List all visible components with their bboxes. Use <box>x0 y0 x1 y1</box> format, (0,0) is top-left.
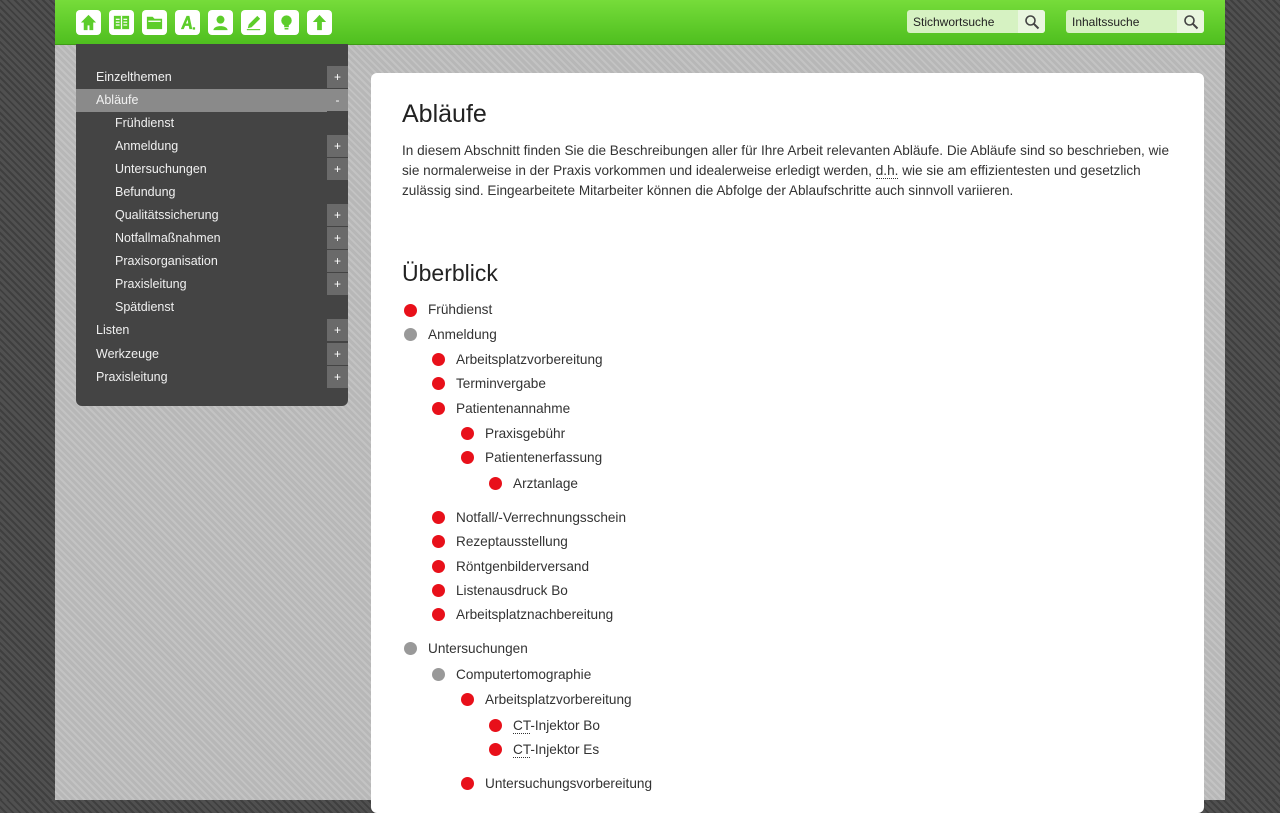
overview-link-notfallschein[interactable]: Notfall/-Verrechnungsschein <box>456 510 627 525</box>
top-toolbar <box>55 0 1225 45</box>
overview-link-listenausdruck[interactable]: Listenausdruck Bo <box>456 583 568 598</box>
lightbulb-icon[interactable] <box>274 10 299 35</box>
overview-link-ct-injektor-bo[interactable] <box>513 718 600 734</box>
expand-toggle[interactable]: + <box>327 204 348 226</box>
collapse-toggle[interactable]: - <box>327 89 348 111</box>
bullet-dot <box>404 304 417 317</box>
link-text: -Injektor Bo <box>530 718 600 733</box>
bullet-dot <box>432 535 445 548</box>
keyword-search-input[interactable] <box>907 10 1018 33</box>
sidebar-item-befundung[interactable]: Befundung <box>115 185 176 199</box>
overview-link-ct-arbeitsplatzvorbereitung[interactable]: Arbeitsplatzvorbereitung <box>485 692 632 707</box>
overview-link-untersuchungen[interactable]: Untersuchungen <box>428 641 528 656</box>
sidebar-item-spaetdienst[interactable]: Spätdienst <box>115 300 175 314</box>
sidebar-nav <box>76 44 348 406</box>
sidebar-item-listen[interactable]: Listen <box>96 323 130 337</box>
content-search-input[interactable] <box>1066 10 1177 33</box>
bullet-dot <box>432 584 445 597</box>
bullet-dot <box>489 743 502 756</box>
user-icon[interactable] <box>208 10 233 35</box>
overview-link-roentgenbilderversand[interactable]: Röntgenbilderversand <box>456 559 590 574</box>
sidebar-item-untersuchungen[interactable]: Untersuchungen <box>115 162 207 176</box>
expand-toggle[interactable]: + <box>327 66 348 88</box>
bullet-dot <box>461 427 474 440</box>
expand-toggle[interactable]: + <box>327 343 348 365</box>
overview-link-ct-injektor-es[interactable] <box>513 742 599 758</box>
overview-heading: Überblick <box>402 260 498 286</box>
bullet-dot <box>432 608 445 621</box>
overview-link-fruehdienst[interactable]: Frühdienst <box>428 302 493 317</box>
overview-link-arbeitsplatznachbereitung[interactable]: Arbeitsplatznachbereitung <box>456 607 614 622</box>
main-content <box>371 73 1204 813</box>
expand-toggle[interactable]: + <box>327 273 348 295</box>
intro-text: wie sie am effizientesten und gesetzlich zulässig sind. Eingearbeitete Mitarbeiter können die Abfolge der Ablaufschritte auch sinnvoll variieren. <box>402 163 1141 198</box>
bullet-dot <box>432 377 445 390</box>
font-icon[interactable] <box>175 10 200 35</box>
folder-icon[interactable] <box>142 10 167 35</box>
expand-toggle[interactable]: + <box>327 158 348 180</box>
expand-toggle[interactable]: + <box>327 319 348 341</box>
overview-link-terminvergabe[interactable]: Terminvergabe <box>456 376 546 391</box>
expand-toggle[interactable]: + <box>327 250 348 272</box>
overview-link-patientenerfassung[interactable]: Patientenerfassung <box>485 450 603 465</box>
bullet-dot <box>432 511 445 524</box>
intro-text: In diesem Abschnitt finden Sie die Beschreibungen aller für Ihre Arbeit relevanten Abläufe. Die Abläufe sind so beschrieben, wie sie normalerweise in der Praxis vorkommen und idealerweise erledigt werden, <box>402 143 1170 178</box>
bullet-dot <box>404 642 417 655</box>
bullet-dot <box>489 477 502 490</box>
page <box>55 0 1225 800</box>
bullet-dot <box>432 402 445 415</box>
expand-toggle[interactable]: + <box>327 135 348 157</box>
overview-link-arztanlage[interactable]: Arztanlage <box>513 476 578 491</box>
abbreviation: CT <box>513 718 531 733</box>
overview-link-untersuchungsvorbereitung[interactable]: Untersuchungsvorbereitung <box>485 776 653 791</box>
book-icon[interactable] <box>109 10 134 35</box>
sidebar-item-praxisleitung-sub[interactable]: Praxisleitung <box>115 277 187 291</box>
search-icon[interactable] <box>1177 10 1204 33</box>
intro-paragraph <box>402 141 1177 201</box>
bullet-dot <box>461 777 474 790</box>
overview-link-arbeitsplatzvorbereitung[interactable]: Arbeitsplatzvorbereitung <box>456 352 603 367</box>
sidebar-item-fruehdienst[interactable]: Frühdienst <box>115 116 175 130</box>
content-search <box>1066 10 1204 33</box>
sidebar-item-einzelthemen[interactable]: Einzelthemen <box>96 70 172 84</box>
abbreviation: d.h. <box>875 163 899 178</box>
sidebar-item-ablaeufe[interactable]: Abläufe <box>76 89 327 112</box>
overview-link-anmeldung[interactable]: Anmeldung <box>428 327 497 342</box>
overview-link-rezeptausstellung[interactable]: Rezeptausstellung <box>456 534 568 549</box>
sidebar-item-notfallmassnahmen[interactable]: Notfallmaßnahmen <box>115 231 221 245</box>
bullet-dot <box>461 451 474 464</box>
sidebar-item-anmeldung[interactable]: Anmeldung <box>115 139 179 153</box>
sidebar-item-praxisleitung[interactable]: Praxisleitung <box>96 370 168 384</box>
sidebar-item-werkzeuge[interactable]: Werkzeuge <box>96 347 159 361</box>
sidebar-item-praxisorganisation[interactable]: Praxisorganisation <box>115 254 218 268</box>
page-title: Abläufe <box>402 100 487 128</box>
home-icon[interactable] <box>76 10 101 35</box>
pencil-icon[interactable] <box>241 10 266 35</box>
up-arrow-icon[interactable] <box>307 10 332 35</box>
bullet-dot <box>432 668 445 681</box>
link-text: -Injektor Es <box>530 742 600 757</box>
abbreviation: CT <box>513 742 531 757</box>
bullet-dot <box>489 719 502 732</box>
overview-link-computertomographie[interactable]: Computertomographie <box>456 667 592 682</box>
bullet-dot <box>432 560 445 573</box>
search-icon[interactable] <box>1018 10 1045 33</box>
bullet-dot <box>461 693 474 706</box>
expand-toggle[interactable]: + <box>327 366 348 388</box>
keyword-search <box>907 10 1045 33</box>
overview-link-praxisgebuehr[interactable]: Praxisgebühr <box>485 426 566 441</box>
bullet-dot <box>432 353 445 366</box>
overview-link-patientenannahme[interactable]: Patientenannahme <box>456 401 571 416</box>
bullet-dot <box>404 328 417 341</box>
expand-toggle[interactable]: + <box>327 227 348 249</box>
sidebar-item-qualitaetssicherung[interactable]: Qualitätssicherung <box>115 208 219 222</box>
